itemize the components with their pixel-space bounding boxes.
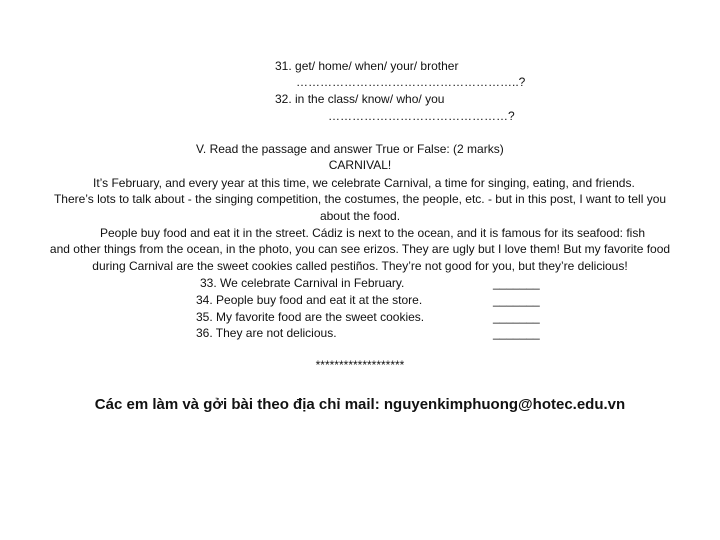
statement-36: 36. They are not delicious. <box>196 326 337 340</box>
statement-34: 34. People buy food and eat it at the store. <box>196 293 423 307</box>
statement-35-blank[interactable]: _______ <box>493 310 540 324</box>
passage-line-4: People buy food and eat it in the street. Cádiz is next to the ocean, and it is famous for its seafood: fish <box>100 226 645 240</box>
passage-line-1: It’s February, and every year at this time, we celebrate Carnival, a time for singing, eating, and friends. <box>93 176 635 190</box>
statement-33: 33. We celebrate Carnival in February. <box>200 276 405 290</box>
section-heading: V. Read the passage and answer True or False: (2 marks) <box>196 142 504 156</box>
question-32-answer-line: ………………………………………? <box>328 109 515 123</box>
passage-line-6: during Carnival are the sweet cookies called pestiños. They’re not good for you, but they’re delicious! <box>92 259 628 273</box>
statement-33-blank[interactable]: _______ <box>493 276 540 290</box>
statement-36-blank[interactable]: _______ <box>493 326 540 340</box>
question-32-prompt: 32. in the class/ know/ who/ you <box>275 92 445 106</box>
statement-35: 35. My favorite food are the sweet cookies. <box>196 310 425 324</box>
passage-line-2: There’s lots to talk about - the singing competition, the costumes, the people, etc. - but in this post, I want to tell you <box>53 192 667 206</box>
passage-title: CARNIVAL! <box>328 158 392 172</box>
question-31-prompt: 31. get/ home/ when/ your/ brother <box>275 59 459 73</box>
passage-line-5: and other things from the ocean, in the photo, you can see erizos. They are ugly but I love them! But my favorite food <box>49 242 671 256</box>
passage-line-3: about the food. <box>319 209 401 223</box>
question-31-answer-line: ………………………………………………..? <box>296 75 526 89</box>
separator-stars: ******************* <box>315 358 405 372</box>
statement-34-blank[interactable]: _______ <box>493 293 540 307</box>
footer-instruction: Các em làm và gởi bài theo địa chỉ mail: nguyenkimphuong@hotec.edu.vn <box>94 396 626 413</box>
